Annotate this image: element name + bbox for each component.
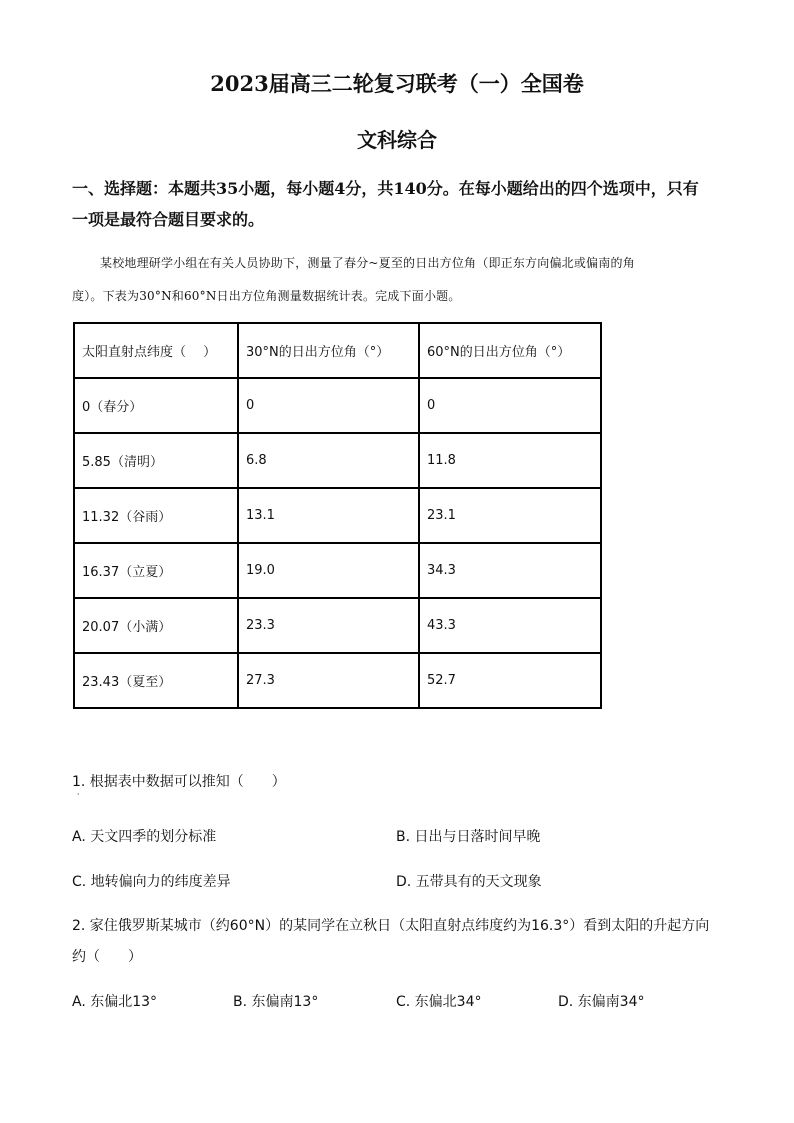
- question-2-option-a: A. 东偏北13°: [72, 994, 158, 1010]
- table-cell: 16.37（立夏）: [74, 543, 238, 598]
- table-cell: 13.1: [238, 488, 419, 543]
- table-header-cell: 30°N的日出方位角（°）: [238, 323, 419, 378]
- table-row: [74, 488, 601, 543]
- table-cell: 27.3: [238, 653, 419, 708]
- table-header-cell: 太阳直射点纬度（ ）: [74, 323, 238, 378]
- table-row: [74, 543, 601, 598]
- section-instructions-line-1: 一、选择题：本题共35小题，每小题4分，共140分。在每小题给出的四个选项中，只有: [72, 179, 699, 198]
- table-cell: 6.8: [238, 433, 419, 488]
- table-cell: 11.8: [419, 433, 601, 488]
- sunrise-azimuth-table: [73, 322, 602, 709]
- table-cell: 0: [238, 378, 419, 433]
- table-cell: 0（春分）: [74, 378, 238, 433]
- table-cell: 23.1: [419, 488, 601, 543]
- page-title: 2023届高三二轮复习联考（一）全国卷: [210, 71, 584, 96]
- question-2-option-b: B. 东偏南13°: [233, 994, 319, 1010]
- table-header-cell: 60°N的日出方位角（°）: [419, 323, 601, 378]
- page-subtitle: 文科综合: [357, 128, 437, 152]
- table-row: [74, 378, 601, 433]
- intro-text-line-1: 某校地理研学小组在有关人员协助下，测量了春分~夏至的日出方位角（即正东方向偏北或偏南的角: [100, 256, 635, 270]
- question-2-stem-line-1: 2. 家住俄罗斯某城市（约60°N）的某同学在立秋日（太阳直射点纬度约为16.3°）看到太阳的升起方向: [72, 918, 710, 934]
- table-cell: 20.07（小满）: [74, 598, 238, 653]
- table-cell: 43.3: [419, 598, 601, 653]
- question-1-option-b: B. 日出与日落时间早晚: [396, 829, 541, 845]
- table-cell: 23.43（夏至）: [74, 653, 238, 708]
- table-row: [74, 433, 601, 488]
- intro-text-line-2: 度）。下表为30°N和60°N日出方位角测量数据统计表。完成下面小题。: [72, 289, 461, 303]
- table-cell: 5.85（清明）: [74, 433, 238, 488]
- question-1-option-d: D. 五带具有的天文现象: [396, 874, 542, 890]
- question-1-option-c: C. 地转偏向力的纬度差异: [72, 874, 231, 890]
- table-row: [74, 653, 601, 708]
- table-cell: 11.32（谷雨）: [74, 488, 238, 543]
- question-1-dot: ·: [77, 790, 80, 799]
- table-row: [74, 598, 601, 653]
- question-1-stem: 1. 根据表中数据可以推知（ ）: [72, 774, 286, 790]
- question-2-stem-line-2: 约（ ）: [72, 949, 142, 965]
- table-cell: 0: [419, 378, 601, 433]
- table-cell: 23.3: [238, 598, 419, 653]
- section-instructions-line-2: 一项是最符合题目要求的。: [72, 210, 265, 229]
- question-2-option-c: C. 东偏北34°: [396, 994, 482, 1010]
- question-2-option-d: D. 东偏南34°: [558, 994, 645, 1010]
- question-1-option-a: A. 天文四季的划分标准: [72, 829, 217, 845]
- table-cell: 19.0: [238, 543, 419, 598]
- table-cell: 34.3: [419, 543, 601, 598]
- table-cell: 52.7: [419, 653, 601, 708]
- table-header-row: [74, 323, 601, 378]
